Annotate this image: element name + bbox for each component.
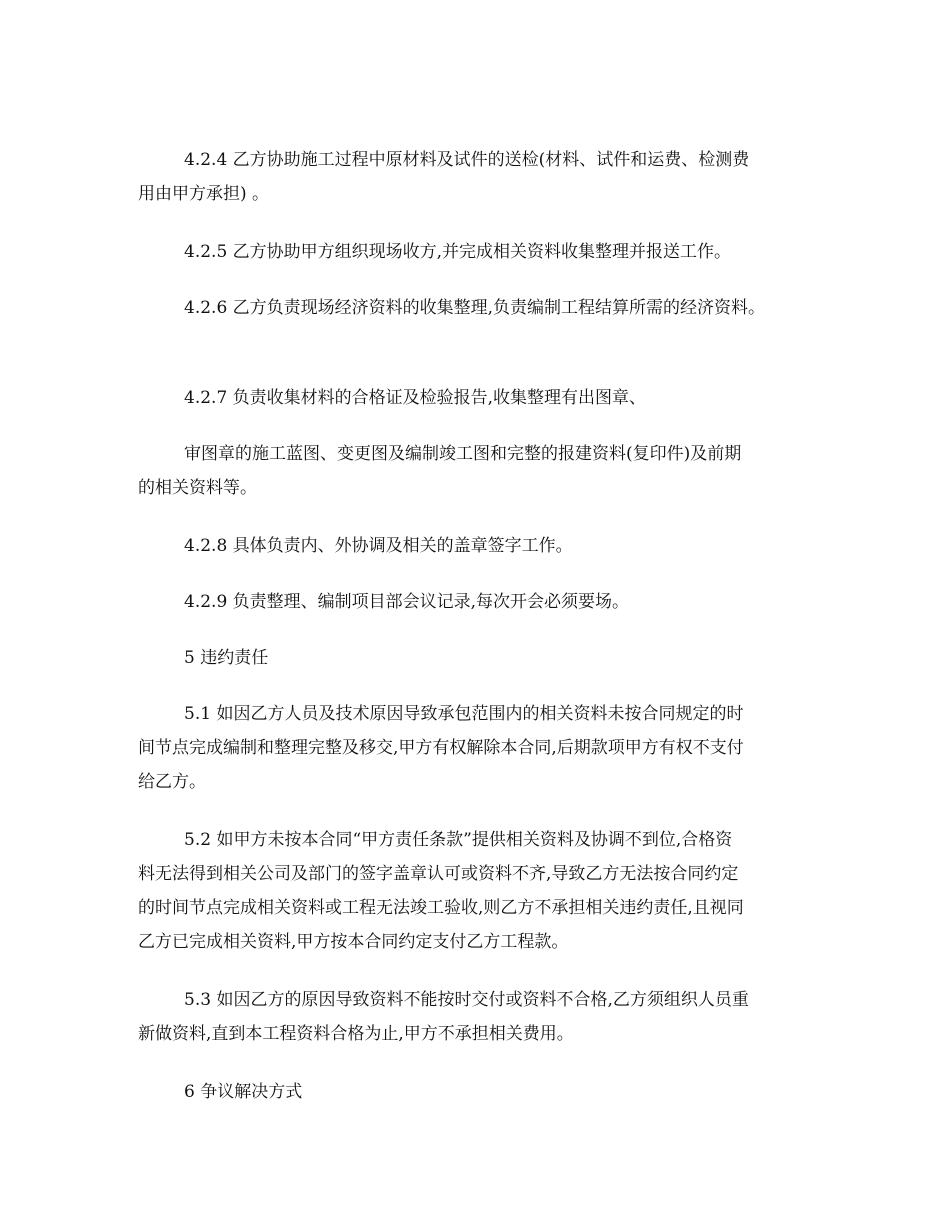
paragraph-4-2-4	[138, 143, 818, 211]
section-heading-6	[138, 1075, 818, 1109]
paragraph-line: 审图章的施工蓝图、变更图及编制竣工图和完整的报建资料(复印件)及前期	[184, 444, 742, 464]
paragraph-line: 料无法得到相关公司及部门的签字盖章认可或资料不齐,导致乙方无法按合同约定	[138, 864, 739, 884]
paragraph-4-2-7-continued	[138, 437, 818, 505]
paragraph-5-3	[138, 983, 818, 1051]
paragraph-line: 5 违约责任	[184, 648, 269, 668]
paragraph-line: 4.2.6 乙方负责现场经济资料的收集整理,负责编制工程结算所需的经济资料。	[184, 298, 766, 318]
paragraph-line: 4.2.4 乙方协助施工过程中原材料及试件的送检(材料、试件和运费、检测费	[184, 150, 750, 170]
paragraph-line: 新做资料,直到本工程资料合格为止,甲方不承担相关费用。	[138, 1024, 574, 1044]
paragraph-4-2-7	[138, 381, 818, 415]
paragraph-5-2	[138, 823, 818, 959]
paragraph-4-2-5	[138, 235, 818, 269]
paragraph-line: 5.3 如因乙方的原因导致资料不能按时交付或资料不合格,乙方须组织人员重	[184, 990, 749, 1010]
paragraph-line: 给乙方。	[138, 772, 206, 792]
paragraph-line: 5.1 如因乙方人员及技术原因导致承包范围内的相关资料未按合同规定的时	[184, 704, 744, 724]
paragraph-line: 乙方已完成相关资料,甲方按本合同约定支付乙方工程款。	[138, 932, 569, 952]
paragraph-line: 的相关资料等。	[138, 478, 257, 498]
paragraph-line: 4.2.7 负责收集材料的合格证及检验报告,收集整理有出图章、	[184, 388, 647, 408]
paragraph-4-2-8	[138, 529, 818, 563]
paragraph-line: 6 争议解决方式	[184, 1082, 303, 1102]
paragraph-5-1	[138, 697, 818, 799]
paragraph-4-2-6	[138, 291, 818, 325]
paragraph-4-2-9	[138, 585, 818, 619]
paragraph-line: 用由甲方承担) 。	[138, 184, 270, 204]
paragraph-line: 4.2.8 具体负责内、外协调及相关的盖章签字工作。	[184, 536, 573, 556]
section-heading-5	[138, 641, 818, 675]
paragraph-line: 4.2.5 乙方协助甲方组织现场收方,并完成相关资料收集整理并报送工作。	[184, 242, 732, 262]
paragraph-line: 5.2 如甲方未按本合同“甲方责任条款”提供相关资料及协调不到位,合格资	[184, 830, 733, 850]
paragraph-line: 4.2.9 负责整理、编制项目部会议记录,每次开会必须要场。	[184, 592, 630, 612]
paragraph-line: 的时间节点完成相关资料或工程无法竣工验收,则乙方不承担相关违约责任,且视同	[138, 898, 744, 918]
paragraph-line: 间节点完成编制和整理完整及移交,甲方有权解除本合同,后期款项甲方有权不支付	[138, 738, 744, 758]
